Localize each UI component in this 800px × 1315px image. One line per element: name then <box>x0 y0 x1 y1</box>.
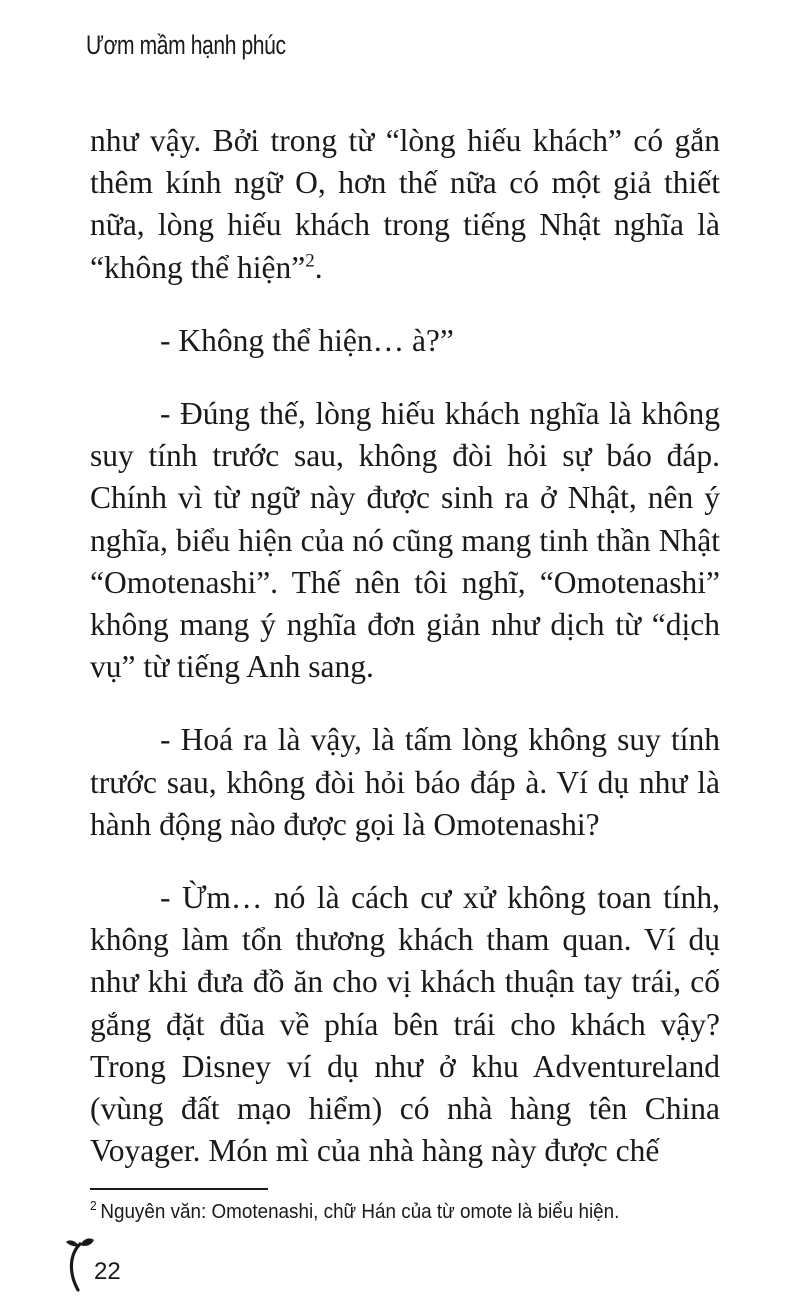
page-number: 22 <box>94 1258 121 1285</box>
paragraph-1-text: như vậy. Bởi trong từ “lòng hiếu khách” có gắn thêm kính ngữ O, hơn thế nữa có một giả thiết nữa, lòng hiếu khách trong tiếng Nhật nghĩa là “không thể hiện” <box>90 123 720 285</box>
paragraph-2: - Không thể hiện… à?” <box>160 322 454 358</box>
paragraph-3: - Đúng thế, lòng hiếu khách nghĩa là không suy tính trước sau, không đòi hỏi sự báo đáp. Chính vì từ ngữ này được sinh ra ở Nhật, nên ý nghĩa, biểu hiện của nó cũng mang tinh thần Nhật “Omotenashi”. Thế nên tôi nghĩ, “Omotenashi” không mang ý nghĩa đơn giản như dịch từ “dịch vụ” từ tiếng Anh sang. <box>90 396 720 685</box>
page-body <box>90 120 720 1172</box>
footnote-number: 2 <box>90 1198 97 1214</box>
footnote-reference: 2 <box>305 250 315 272</box>
paragraph-5: - Ừm… nó là cách cư xử không toan tính, không làm tổn thương khách tham quan. Ví dụ như khi đưa đồ ăn cho vị khách thuận tay trái, cố gắng đặt đũa về phía bên trái cho khách vậy? Trong Disney ví dụ như ở khu Adventureland (vùng đất mạo hiểm) có nhà hàng tên China Voyager. Món mì của nhà hàng này được chế <box>90 880 720 1169</box>
footnote <box>90 1199 619 1225</box>
paragraph-1 <box>90 120 720 289</box>
paragraph-4: - Hoá ra là vậy, là tấm lòng không suy tính trước sau, không đòi hỏi báo đáp à. Ví dụ như là hành động nào được gọi là Omotenashi? <box>90 722 720 842</box>
footnote-text: Nguyên văn: Omotenashi, chữ Hán của từ omote là biểu hiện. <box>100 1200 620 1223</box>
paragraph-1-end: . <box>314 249 323 285</box>
footnote-divider <box>90 1188 268 1190</box>
running-header: Ươm mầm hạnh phúc <box>86 30 286 60</box>
sprout-icon <box>64 1236 96 1294</box>
